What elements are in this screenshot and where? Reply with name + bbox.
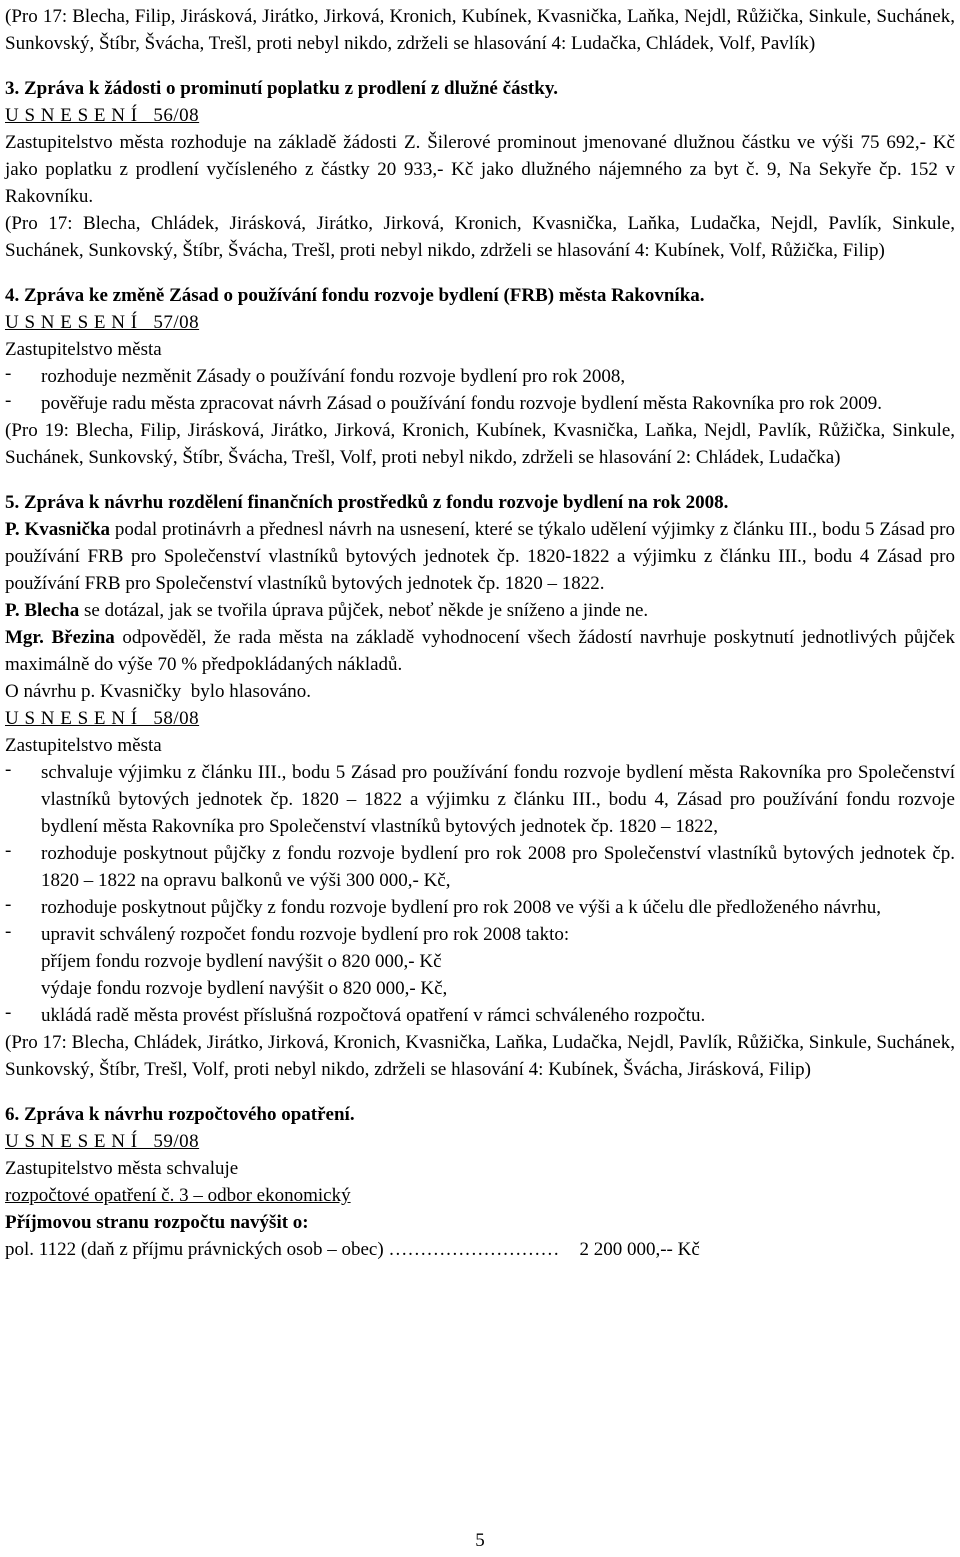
list-item-text: ukládá radě města provést příslušná rozpočtová opatření v rámci schváleného rozpočtu. [41, 1005, 706, 1026]
list-item-text: rozhoduje nezměnit Zásady o používání fondu rozvoje bydlení pro rok 2008, [41, 366, 626, 387]
resolution-57-heading: U S N E S E N Í 57/08 [5, 312, 200, 333]
vote-note: O návrhu p. Kvasničky bylo hlasováno. [5, 681, 312, 702]
list-item [5, 840, 955, 894]
budget-row [5, 1236, 955, 1263]
discussion-blecha [5, 597, 955, 624]
dash-bullet: - [5, 390, 12, 411]
page-number: 5 [475, 1530, 485, 1551]
resolution-58-heading: U S N E S E N Í 58/08 [5, 708, 200, 729]
list-item-text: schvaluje výjimku z článku III., bodu 5 Zásad pro používání fondu rozvoje bydlení města Rakovníka pro Společenství vlastníků bytových jednotek čp. 1820 – 1822 a výjimku z článku III., bodu 4, Zásad pro používání fondu rozvoje bydlení města Rakovníka pro Společenství vlastníků bytových jednotek čp. 1820 – 1822, [41, 762, 955, 837]
document-page [5, 0, 955, 1263]
resolution-59-line: Zastupitelstvo města schvaluje [5, 1158, 239, 1179]
speaker-name: Březina [51, 627, 115, 648]
speaker-prefix: Mgr. [5, 627, 52, 648]
budget-row-amount: 2 200 000,-- Kč [579, 1239, 700, 1260]
list-item [5, 921, 955, 948]
list-item [5, 1002, 955, 1029]
discussion-brezina [5, 624, 955, 678]
revenue-side-heading: Příjmovou stranu rozpočtu navýšit o: [5, 1212, 309, 1233]
list-item [5, 390, 955, 417]
vote-paragraph: (Pro 17: Blecha, Filip, Jirásková, Jirátko, Jirková, Kronich, Kubínek, Kvasnička, Laňka, Nejdl, Růžička, Sinkule, Suchánek, Sunkovský, Štíbr, Švácha, Trešl, proti nebyl nikdo, zdrželi se hlasování 4: Ludačka, Chládek, Volf, Pavlík) [5, 6, 955, 54]
section-4-heading: 4. Zpráva ke změně Zásad o používání fondu rozvoje bydlení (FRB) města Rakovníka. [5, 285, 705, 306]
budget-row-label: pol. 1122 (daň z příjmu právnických osob – obec) ……………………… [5, 1239, 560, 1260]
section-3-heading: 3. Zpráva k žádosti o prominutí poplatku z prodlení z dlužné částky. [5, 78, 559, 99]
section-5-heading: 5. Zpráva k návrhu rozdělení finančních prostředků z fondu rozvoje bydlení na rok 2008. [5, 492, 729, 513]
list-item-text: upravit schválený rozpočet fondu rozvoje bydlení pro rok 2008 takto: [41, 924, 570, 945]
resolution-57-intro: Zastupitelstvo města [5, 339, 162, 360]
resolution-57-vote: (Pro 19: Blecha, Filip, Jirásková, Jirátko, Jirková, Kronich, Kubínek, Kvasnička, Laňka, Nejdl, Pavlík, Růžička, Sinkule, Suchánek, Sunkovský, Štíbr, Švácha, Trešl, Volf, proti nebyl nikdo, zdrželi se hlasování 2: Chládek, Ludačka) [5, 420, 955, 468]
dash-bullet: - [5, 1002, 12, 1023]
speaker-name: P. Blecha [5, 600, 80, 621]
speaker-text: odpověděl, že rada města na základě vyhodnocení všech žádostí navrhuje poskytnutí jednotlivých půjček maximálně do výše 70 % předpokládaných nákladů. [5, 627, 955, 675]
dash-bullet: - [5, 921, 12, 942]
speaker-text: se dotázal, jak se tvořila úprava půjček, neboť někde je sníženo a jinde ne. [79, 600, 649, 621]
speaker-name: P. Kvasnička [5, 519, 111, 540]
resolution-58-vote: (Pro 17: Blecha, Chládek, Jirátko, Jirková, Kronich, Kvasnička, Laňka, Ludačka, Nejdl, Pavlík, Růžička, Sinkule, Suchánek, Sunkovský, Štíbr, Trešl, Volf, proti nebyl nikdo, zdrželi se hlasování 4: Kubínek, Švácha, Jirásková, Filip) [5, 1032, 955, 1080]
list-item-text: rozhoduje poskytnout půjčky z fondu rozvoje bydlení pro rok 2008 ve výši a k účelu dle předloženého návrhu, [41, 897, 882, 918]
dash-bullet: - [5, 759, 12, 780]
dash-bullet: - [5, 363, 12, 384]
budget-subitem: příjem fondu rozvoje bydlení navýšit o 820 000,- Kč [41, 951, 442, 972]
list-item-text: rozhoduje poskytnout půjčky z fondu rozvoje bydlení pro rok 2008 pro Společenství vlastníků bytových jednotek čp. 1820 – 1822 na opravu balkonů ve výši 300 000,- Kč, [41, 843, 955, 891]
list-item [5, 894, 955, 921]
list-item [5, 363, 955, 390]
dash-bullet: - [5, 894, 12, 915]
budget-subitem: výdaje fondu rozvoje bydlení navýšit o 820 000,- Kč, [41, 978, 448, 999]
resolution-56-vote: (Pro 17: Blecha, Chládek, Jirásková, Jirátko, Jirková, Kronich, Kvasnička, Laňka, Ludačka, Nejdl, Pavlík, Sinkule, Suchánek, Sunkovský, Štíbr, Švácha, Trešl, proti nebyl nikdo, zdrželi se hlasování 4: Kubínek, Volf, Růžička, Filip) [5, 213, 955, 261]
resolution-59-heading: U S N E S E N Í 59/08 [5, 1131, 200, 1152]
resolution-56-text: Zastupitelstvo města rozhoduje na základě žádosti Z. Šilerové prominout jmenované dlužnou částku ve výši 75 692,- Kč jako poplatku z prodlení vyčísleného z částky 20 933,- Kč jako dlužného nájemného za byt č. 9, Na Sekyře čp. 152 v Rakovníku. [5, 132, 955, 207]
resolution-56-heading: U S N E S E N Í 56/08 [5, 105, 200, 126]
speaker-text: podal protinávrh a přednesl návrh na usnesení, které se týkalo udělení výjimky z článku III., bodu 5 Zásad pro používání FRB pro Společenství vlastníků bytových jednotek čp. 1820-1822 a výjimku z článku III., bodu 4 Zásad pro používání FRB pro Společenství vlastníků bytových jednotek čp. 1820 – 1822. [5, 519, 955, 594]
discussion-kvasnicka [5, 516, 955, 597]
list-item [5, 759, 955, 840]
budget-measure-title: rozpočtové opatření č. 3 – odbor ekonomický [5, 1185, 351, 1206]
list-item-text: pověřuje radu města zpracovat návrh Zásad o používání fondu rozvoje bydlení města Rakovníka pro rok 2009. [41, 393, 883, 414]
dash-bullet: - [5, 840, 12, 861]
resolution-58-intro: Zastupitelstvo města [5, 735, 162, 756]
section-6-heading: 6. Zpráva k návrhu rozpočtového opatření. [5, 1104, 355, 1125]
